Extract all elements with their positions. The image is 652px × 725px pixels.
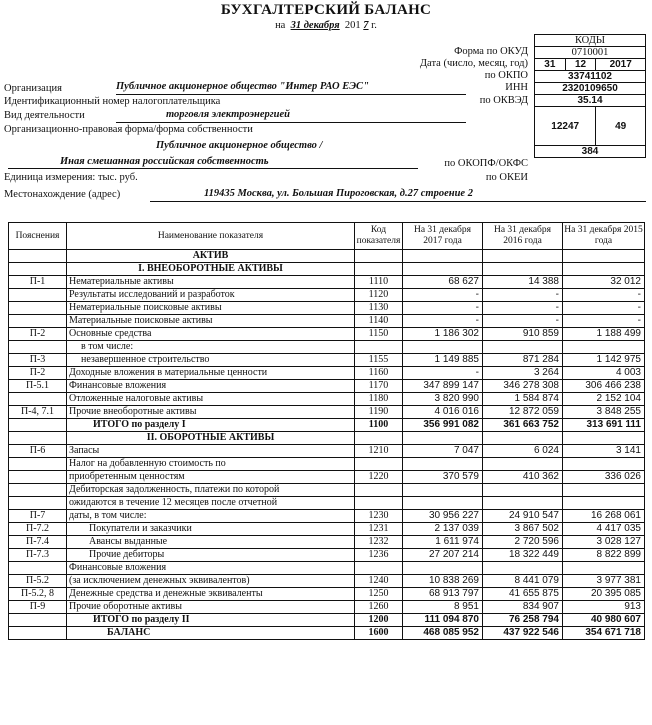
empty-cell: [403, 432, 483, 445]
value-2015: -: [563, 302, 645, 315]
value-2015: [563, 341, 645, 354]
unit-label: Единица измерения: тыс. руб.: [4, 172, 138, 183]
note-cell: П-3: [9, 354, 67, 367]
name-cell: ИТОГО по разделу I: [67, 419, 355, 432]
date-value: 31 декабря: [290, 20, 340, 31]
value-2016: 18 322 449: [483, 549, 563, 562]
okud-label: Форма по ОКУД: [454, 46, 528, 57]
address-value: 119435 Москва, ул. Большая Пироговская, д.27 строение 2: [204, 188, 473, 199]
table-row: [9, 458, 645, 471]
value-2015: [563, 484, 645, 497]
value-2016: 1 584 874: [483, 393, 563, 406]
table-row: [9, 341, 645, 354]
okpo-label: по ОКПО: [484, 70, 528, 81]
table-row: [9, 302, 645, 315]
empty-cell: [563, 432, 645, 445]
value-2017: 10 838 269: [403, 575, 483, 588]
codes-table: [534, 34, 646, 158]
note-cell: П-2: [9, 328, 67, 341]
value-2017: [403, 484, 483, 497]
code-cell: 1140: [355, 315, 403, 328]
value-2015: 3 848 255: [563, 406, 645, 419]
section-title: АКТИВ: [67, 250, 355, 263]
header-2016: На 31 декабря 2016 года: [483, 223, 563, 250]
value-2016: 14 388: [483, 276, 563, 289]
note-cell: П-2: [9, 367, 67, 380]
table-row: [9, 536, 645, 549]
name-cell: приобретенным ценностям: [67, 471, 355, 484]
year-value: 7: [363, 20, 369, 31]
value-2016: 410 362: [483, 471, 563, 484]
value-2015: [563, 458, 645, 471]
code-cell: 1100: [355, 419, 403, 432]
inn-long-label: Идентификационный номер налогоплательщика: [4, 96, 221, 107]
note-cell: П-7.2: [9, 523, 67, 536]
value-2017: 68 627: [403, 276, 483, 289]
empty-cell: [355, 432, 403, 445]
section-title: II. ОБОРОТНЫЕ АКТИВЫ: [67, 432, 355, 445]
value-2016: 346 278 308: [483, 380, 563, 393]
table-row: [9, 588, 645, 601]
value-2017: 3 820 990: [403, 393, 483, 406]
value-2016: 76 258 794: [483, 614, 563, 627]
value-2016: 910 859: [483, 328, 563, 341]
okved-label: по ОКВЭД: [479, 95, 528, 106]
okopf-value: 12247: [535, 107, 596, 146]
form-value-2: Иная смешанная российская собственность: [60, 156, 269, 167]
empty-cell: [563, 263, 645, 276]
value-2017: [403, 341, 483, 354]
code-cell: 1240: [355, 575, 403, 588]
value-2015: 354 671 718: [563, 627, 645, 640]
note-cell: П-9: [9, 601, 67, 614]
value-2015: 1 188 499: [563, 328, 645, 341]
value-2016: 3 264: [483, 367, 563, 380]
value-2016: [483, 562, 563, 575]
table-row: [9, 549, 645, 562]
header-note: Пояснения: [9, 223, 67, 250]
header-name: Наименование показателя: [67, 223, 355, 250]
value-2015: [563, 562, 645, 575]
okpo-value: 33741102: [535, 71, 646, 83]
value-2017: 370 579: [403, 471, 483, 484]
document-date: [0, 20, 652, 31]
value-2016: 24 910 547: [483, 510, 563, 523]
value-2015: 4 003: [563, 367, 645, 380]
value-2015: 20 395 085: [563, 588, 645, 601]
code-cell: 1232: [355, 536, 403, 549]
value-2017: 8 951: [403, 601, 483, 614]
value-2016: [483, 484, 563, 497]
empty-cell: [483, 250, 563, 263]
date-prefix: на: [275, 20, 286, 31]
date-day: 31: [535, 59, 566, 71]
value-2016: [483, 341, 563, 354]
value-2016: 12 872 059: [483, 406, 563, 419]
name-cell: Финансовые вложения: [67, 380, 355, 393]
name-cell: Материальные поисковые активы: [67, 315, 355, 328]
name-cell: Прочие внеоборотные активы: [67, 406, 355, 419]
okud-value: 0710001: [535, 47, 646, 59]
value-2016: -: [483, 289, 563, 302]
balance-table: [8, 222, 645, 640]
note-cell: [9, 614, 67, 627]
value-2017: 356 991 082: [403, 419, 483, 432]
value-2016: 871 284: [483, 354, 563, 367]
code-cell: 1220: [355, 471, 403, 484]
note-cell: П-1: [9, 276, 67, 289]
name-cell: (за исключением денежных эквивалентов): [67, 575, 355, 588]
address-underline: [150, 201, 646, 202]
code-cell: 1260: [355, 601, 403, 614]
name-cell: Отложенные налоговые активы: [67, 393, 355, 406]
inn-label: ИНН: [505, 82, 528, 93]
code-cell: 1120: [355, 289, 403, 302]
total-row: [9, 419, 645, 432]
name-cell: Финансовые вложения: [67, 562, 355, 575]
table-row: [9, 367, 645, 380]
name-cell: Прочие дебиторы: [67, 549, 355, 562]
code-cell: 1231: [355, 523, 403, 536]
code-cell: 1600: [355, 627, 403, 640]
value-2016: 834 907: [483, 601, 563, 614]
activity-value: торговля электроэнергией: [166, 109, 290, 120]
value-2017: 1 611 974: [403, 536, 483, 549]
note-cell: [9, 393, 67, 406]
value-2017: 468 085 952: [403, 627, 483, 640]
name-cell: Налог на добавленную стоимость по: [67, 458, 355, 471]
value-2017: -: [403, 289, 483, 302]
date-year: 2017: [596, 59, 646, 71]
code-cell: 1150: [355, 328, 403, 341]
value-2015: -: [563, 289, 645, 302]
value-2017: 111 094 870: [403, 614, 483, 627]
okei-value: 384: [535, 146, 646, 158]
note-cell: [9, 341, 67, 354]
org-underline: [116, 94, 466, 95]
section-row: [9, 432, 645, 445]
code-cell: 1250: [355, 588, 403, 601]
value-2017: 4 016 016: [403, 406, 483, 419]
code-cell: [355, 484, 403, 497]
value-2015: 913: [563, 601, 645, 614]
value-2015: 306 466 238: [563, 380, 645, 393]
code-cell: [355, 497, 403, 510]
note-cell: [9, 562, 67, 575]
value-2016: 437 922 546: [483, 627, 563, 640]
note-cell: П-7: [9, 510, 67, 523]
codes-title: КОДЫ: [535, 35, 646, 47]
code-cell: [355, 562, 403, 575]
value-2017: 347 899 147: [403, 380, 483, 393]
table-row: [9, 393, 645, 406]
header-2017: На 31 декабря 2017 года: [403, 223, 483, 250]
okei-label: по ОКЕИ: [485, 172, 528, 183]
total-row: [9, 614, 645, 627]
empty-cell: [355, 250, 403, 263]
note-cell: [9, 250, 67, 263]
note-cell: [9, 471, 67, 484]
section-row: [9, 250, 645, 263]
activity-underline: [116, 122, 466, 123]
code-cell: 1160: [355, 367, 403, 380]
empty-cell: [403, 263, 483, 276]
code-cell: 1155: [355, 354, 403, 367]
value-2015: 32 012: [563, 276, 645, 289]
table-row: [9, 601, 645, 614]
name-cell: Нематериальные поисковые активы: [67, 302, 355, 315]
value-2015: 3 977 381: [563, 575, 645, 588]
name-cell: незавершенное строительство: [67, 354, 355, 367]
value-2015: 313 691 111: [563, 419, 645, 432]
value-2015: [563, 497, 645, 510]
code-cell: 1200: [355, 614, 403, 627]
empty-cell: [483, 432, 563, 445]
note-cell: П-6: [9, 445, 67, 458]
form-underline: [8, 168, 418, 169]
table-row: [9, 315, 645, 328]
value-2015: 3 141: [563, 445, 645, 458]
note-cell: [9, 497, 67, 510]
code-cell: 1230: [355, 510, 403, 523]
value-2016: [483, 458, 563, 471]
value-2015: 3 028 127: [563, 536, 645, 549]
org-label: Организация: [4, 83, 62, 94]
note-cell: [9, 289, 67, 302]
name-cell: ИТОГО по разделу II: [67, 614, 355, 627]
form-label: Организационно-правовая форма/форма собственности: [4, 124, 253, 135]
inn-value: 2320109650: [535, 83, 646, 95]
table-row: [9, 471, 645, 484]
note-cell: П-5.2, 8: [9, 588, 67, 601]
empty-cell: [403, 250, 483, 263]
value-2016: 6 024: [483, 445, 563, 458]
note-cell: П-7.4: [9, 536, 67, 549]
value-2015: 16 268 061: [563, 510, 645, 523]
value-2015: -: [563, 315, 645, 328]
value-2015: 4 417 035: [563, 523, 645, 536]
value-2017: 1 149 885: [403, 354, 483, 367]
name-cell: Дебиторская задолженность, платежи по которой: [67, 484, 355, 497]
value-2016: -: [483, 315, 563, 328]
note-cell: П-5.1: [9, 380, 67, 393]
table-row: [9, 562, 645, 575]
table-row: [9, 510, 645, 523]
note-cell: [9, 432, 67, 445]
value-2016: 361 663 752: [483, 419, 563, 432]
table-row: [9, 354, 645, 367]
value-2017: [403, 562, 483, 575]
name-cell: Прочие оборотные активы: [67, 601, 355, 614]
value-2017: 7 047: [403, 445, 483, 458]
value-2016: 8 441 079: [483, 575, 563, 588]
document-title: БУХГАЛТЕРСКИЙ БАЛАНС: [220, 2, 432, 18]
value-2016: 3 867 502: [483, 523, 563, 536]
total-row: [9, 627, 645, 640]
year-prefix: 201: [344, 20, 361, 31]
value-2015: 1 142 975: [563, 354, 645, 367]
form-value-1: Публичное акционерное общество /: [156, 140, 323, 151]
name-cell: БАЛАНС: [67, 627, 355, 640]
date-month: 12: [565, 59, 596, 71]
value-2017: 2 137 039: [403, 523, 483, 536]
value-2017: 30 956 227: [403, 510, 483, 523]
table-row: [9, 497, 645, 510]
code-cell: 1110: [355, 276, 403, 289]
address-label: Местонахождение (адрес): [4, 189, 121, 200]
empty-cell: [355, 263, 403, 276]
value-2017: -: [403, 315, 483, 328]
value-2016: [483, 497, 563, 510]
name-cell: Денежные средства и денежные эквиваленты: [67, 588, 355, 601]
code-cell: 1180: [355, 393, 403, 406]
value-2017: 1 186 302: [403, 328, 483, 341]
value-2017: 27 207 214: [403, 549, 483, 562]
empty-cell: [563, 250, 645, 263]
year-suffix: г.: [371, 20, 377, 31]
header-2015: На 31 декабря 2015 года: [563, 223, 645, 250]
value-2017: [403, 497, 483, 510]
value-2017: -: [403, 302, 483, 315]
name-cell: Покупатели и заказчики: [67, 523, 355, 536]
note-cell: [9, 627, 67, 640]
empty-cell: [483, 263, 563, 276]
okved-value: 35.14: [535, 95, 646, 107]
table-row: [9, 289, 645, 302]
table-row: [9, 380, 645, 393]
table-row: [9, 276, 645, 289]
note-cell: [9, 458, 67, 471]
value-2016: -: [483, 302, 563, 315]
value-2015: 336 026: [563, 471, 645, 484]
code-cell: 1130: [355, 302, 403, 315]
table-row: [9, 445, 645, 458]
name-cell: Доходные вложения в материальные ценности: [67, 367, 355, 380]
okopf-label: по ОКОПФ/ОКФС: [444, 158, 528, 169]
value-2016: 41 655 875: [483, 588, 563, 601]
name-cell: Результаты исследований и разработок: [67, 289, 355, 302]
name-cell: Запасы: [67, 445, 355, 458]
name-cell: в том числе:: [67, 341, 355, 354]
name-cell: Нематериальные активы: [67, 276, 355, 289]
note-cell: [9, 302, 67, 315]
note-cell: П-5.2: [9, 575, 67, 588]
section-title: I. ВНЕОБОРОТНЫЕ АКТИВЫ: [67, 263, 355, 276]
table-row: [9, 575, 645, 588]
table-row: [9, 406, 645, 419]
table-row: [9, 523, 645, 536]
name-cell: Основные средства: [67, 328, 355, 341]
code-cell: [355, 458, 403, 471]
activity-label: Вид деятельности: [4, 110, 85, 121]
note-cell: [9, 263, 67, 276]
value-2017: [403, 458, 483, 471]
note-cell: [9, 419, 67, 432]
note-cell: [9, 484, 67, 497]
header-code: Код показателя: [355, 223, 403, 250]
code-cell: 1210: [355, 445, 403, 458]
code-cell: 1190: [355, 406, 403, 419]
name-cell: даты, в том числе:: [67, 510, 355, 523]
code-cell: [355, 341, 403, 354]
okfs-value: 49: [596, 107, 646, 146]
date-label: Дата (число, месяц, год): [419, 58, 528, 69]
table-row: [9, 484, 645, 497]
value-2015: 8 822 899: [563, 549, 645, 562]
name-cell: ожидаются в течение 12 месяцев после отчетной: [67, 497, 355, 510]
value-2015: 2 152 104: [563, 393, 645, 406]
value-2016: 2 720 596: [483, 536, 563, 549]
value-2015: 40 980 607: [563, 614, 645, 627]
value-2017: 68 913 797: [403, 588, 483, 601]
table-header-row: [9, 223, 645, 250]
note-cell: [9, 315, 67, 328]
name-cell: Авансы выданные: [67, 536, 355, 549]
code-cell: 1236: [355, 549, 403, 562]
code-cell: 1170: [355, 380, 403, 393]
value-2017: -: [403, 367, 483, 380]
note-cell: П-4, 7.1: [9, 406, 67, 419]
org-value: Публичное акционерное общество "Интер РАО ЕЭС": [116, 81, 369, 92]
table-row: [9, 328, 645, 341]
note-cell: П-7.3: [9, 549, 67, 562]
section-row: [9, 263, 645, 276]
